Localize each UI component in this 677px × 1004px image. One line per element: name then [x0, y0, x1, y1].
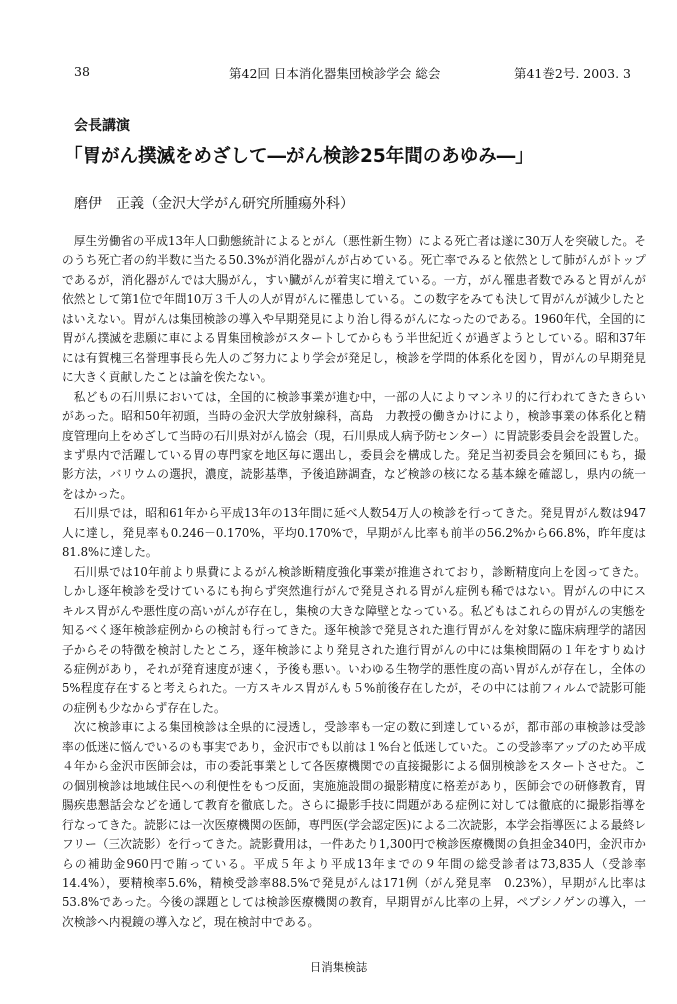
- paragraph: 石川県では，昭和61年から平成13年の13年間に延べ人数54万人の検診を行ってきた。発見胃がん数は947人に達し，発見率も0.246－0.170%，平均0.170%で，早期がん比率も前半の56.2%から66.8%，昨年度は81.8%に達した。: [62, 506, 646, 560]
- author-line: [74, 193, 354, 213]
- journal-footer: 日消集検誌: [309, 960, 368, 974]
- paragraph: 厚生労働省の平成13年人口動態統計によるとがん（悪性新生物）による死亡者は遂に30万人を突破した。そのうち死亡者の約半数に当たる50.3%が消化器がんが占めている。死亡率でみると依然として肺がんがトップであるが，消化器がんでは大腸がん，すい臓がんが着実に増えている。一方，がん罹患者数でみると胃がんが依然として第1位で年間10万３千人の人が胃がんに罹患している。この数字をみても決して胃がんが減少したとはいえない。胃がんは集団検診の導入や早期発見により治し得るがんになったのである。1960年代，全国的に胃がん撲滅を悲願に車による胃集団検診がスタートしてからもう半世紀近くが過ぎようとしている。昭和37年には有賀槐三名誉理事長ら先人のご努力により学会が発足し，検診を学問的体系化を図り，胃がんの早期発見に大きく貢献したことは論を俟たない。: [62, 234, 646, 385]
- author-affiliation: （金沢大学がん研究所腫瘍外科）: [144, 196, 354, 212]
- paragraph: 次に検診車による集団検診は全県的に浸透し，受診率も一定の数に到達しているが，都市部の車検診は受診率の低迷に悩んでいるのも事実であり，金沢市でも以前は１%台と低迷していた。この受診率アップのため平成４年から金沢市医師会は，市の委託事業として各医療機関での直接撮影による個別検診をスタートさせた。この個別検診は地域住民への利便性をもつ反面，実施施設間の撮影精度に格差があり，医師会での研修教育，胃腸疾患懇話会などを通して教育を徹底した。さらに撮影手技に問題がある症例に対しては徹底的に撮影指導を行なってきた。読影には一次医療機関の医師，専門医(学会認定医)による二次読影，本学会指導医による最終レフリー（三次読影）を行ってきた。読影費用は，一件あたり1,300円で検診医療機関の負担金340円，金沢市からの補助金960円で賄っている。平成５年より平成13年までの９年間の総受診者は73,835人（受診率 14.4%），要精検率5.6%，精検受診率88.5%で発見がんは171例（がん発見率 0.23%），早期がん比率は53.8%であった。今後の課題としては検診医療機関の教育，早期胃がん比率の上昇，ペプシノゲンの導入，一次検診へ内視鏡の導入など，現在検討中である。: [62, 720, 658, 929]
- section-label: 会長講演: [74, 118, 130, 134]
- paragraph: 石川県では10年前より県費によるがん検診断精度強化事業が推進されており，診断精度向上を図ってきた。しかし逐年検診を受けているにも拘らず突然進行がんで発見される胃がん症例も稀ではない。胃がんの中にスキルス胃がんや悪性度の高いがんが存在し，集検の大きな障壁となっている。私どもはこれらの胃がんの実態を知るべく逐年検診症例からの検討も行ってきた。逐年検診で発見された進行胃がんを対象に臨床病理学的諸因子からその特徴を検討したところ，逐年検診により発見された進行胃がんの中には集検間隔の１年をすりぬける症例があり，それが発育速度が速く，予後も悪い。いわゆる生物学的悪性度の高い胃がんが存在し，全体の5%程度存在すると考えられた。一方スキルス胃がんも５%前後存在したが，その中には前フィルムで読影可能の症例も少なからず存在した。: [62, 564, 646, 715]
- conference-name: 第42回 日本消化器集団検診学会 総会: [229, 66, 441, 81]
- running-header: [0, 64, 677, 86]
- article-title: 「胃がん撲滅をめざして―がん検診25年間のあゆみ―」: [64, 146, 534, 167]
- author-name: 磨伊 正義: [74, 196, 144, 212]
- article-body: [62, 232, 658, 932]
- page-number: 38: [74, 64, 90, 79]
- paragraph: 私どもの石川県においては，全国的に検診事業が進む中，一部の人によりマンネリ的に行われてきたきらいがあった。昭和50年初頭，当時の金沢大学放射線科，高島 力教授の働きかけにより，検診事業の体系化と精度管理向上をめざして当時の石川県対がん協会（現，石川県成人病予防センター）に胃読影委員会を設置した。まず県内で活躍している胃の専門家を地区毎に選出し，委員会を構成した。発足当初委員会を頻回にもち，撮影方法，バリウムの選択，濃度，読影基準，予後追跡調査，など検診の核になる基本線を確認し，県内の統一をはかった。: [62, 389, 646, 501]
- volume-info: 第41巻2号. 2003. 3: [513, 66, 631, 81]
